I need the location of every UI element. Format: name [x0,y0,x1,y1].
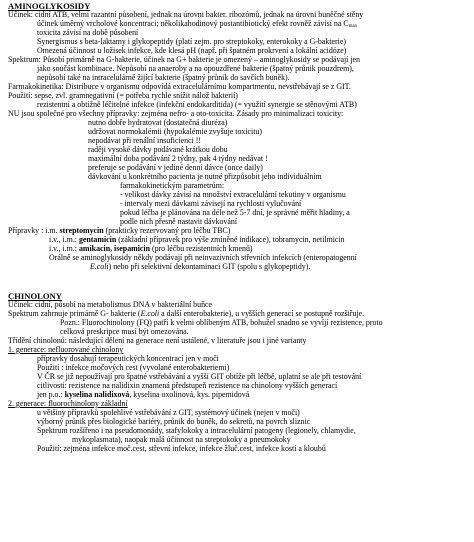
text-line: - intervaly mezi dávkami závisejí na rychlosti vylučování [120,199,302,208]
text-line: citlivosti: rezistence na nalidixin znamená předstupeň rezistence na chinolony vyšších generací [37,381,338,390]
generation-heading: 1. generace: nefluorované chinolony [8,345,124,354]
generation-heading: 2. generace: fluorochinolony základní [8,399,128,408]
text-line: Spektrum: Působí primárně na G-bakterie, účinek na G+ bakterie je omezený – aminoglykosidy se podávají jen [8,55,360,64]
text-line: Omezená účinnost u ložisek infekce, kde klesá pH (např. při špatném prokrvení a lokální acidóze) [37,46,347,55]
text-line: jako součást kombinace. Nepůsobí na anaeroby a na opouzdřené bakterie (špatný průnik pouzdrem), [37,64,354,73]
text-line: Přípravky : i.m. streptomycin (prakticky rezervovaný pro léčbu TBC) [8,226,231,235]
text-line: V ČR se již nepoužívají pro špatné vstřebávání a vyšší GIT obtíže při léčbě, uplatní se ale při testování [37,372,362,381]
text-line: toxicita závisí na době působení [37,28,139,37]
text-line: Použití: sepse, zvl. gramnegativní (= potřeba rychle snížit nálož bakterií) [8,91,238,100]
text-line: Použití: zejména infekce moč.cest, střevní infekce, infekce žluč.cest, infekce kostí a kloubů [37,444,326,453]
text-line: Účinek: cidní ATB, velmi razantní působení, jednak na úrovni bakter. ribozómů, jednak na úrovni buněčné stěny [8,10,364,19]
section-title-chinolony: CHINOLONY [8,291,62,301]
text-line: výborný průnik přes biologické bariéry, průnik do buněk, do sekretů, na povrch sliznic [37,417,311,426]
text-line: mykoplasmata), naopak malá účinnost na streptokoky a pneumokoky [72,435,291,444]
text-line: Spektrum zahrnuje primárně G- bakterie (E.coli a další enterobakterie), u vyšších generací se postupně rozšiřuje. [8,309,365,318]
text-line: Farmakokinetika: Distribuce v organismu odpovídá extracelulárnímu kompartmentu, nevstřebávají se z GIT. [8,82,351,91]
text-line: pokud léčba je plánována na déle než 5-7 dní, je správné měřit hladiny, a [120,208,350,217]
text-line: raději vysoké dávky podávané krátkou dobu [88,145,228,154]
text-line: účinek úměrný vrcholové koncentraci; několikahodinový postantibiotický efekt rovněž závisí na $C_{max}$ [37,19,358,29]
text-line: i.v., i.m.: amikacin, isepamicin (pro léčbu rezistentních kmenů) [49,244,253,253]
text-line: maximální doba podávání 2 týdny, pak 4 týdny nedávat ! [88,154,268,163]
text-line: celková preskripce musí být omezována. [60,327,189,336]
text-line: i.v., i.m.: gentamicin (základní přípravek pro výše zmíněné indikace), tobramycin, netilmicin [49,235,345,244]
text-line: Spektrum rozšířeno i na pseudomonády, stafylokoky a intracelulární patogeny (legionely, chlamydie, [37,426,356,435]
text-line: Třídění chinolonů: následující dělení na generace není ustálené, v literatuře jsou i jiné varianty [8,336,307,345]
text-line: Pozn.: Fluorochinolony (FQ) patří k velmi oblíbeným ATB, bohužel snadno se vyvíjí rezistence, proto [60,318,383,327]
text-line: rezistentní a obtížně léčitelné infekce (infekční endokarditida) (= využití synergie se stěnovými ATB) [37,100,357,109]
text-line: nutno dobře hydratovat (dostatečná diuréza) [88,118,228,127]
text-line: E.coli) nebo při selektivní dekontaminaci GIT (spolu s glykopeptidy). [90,262,311,271]
text-line: NU jsou společné pro všechny přípravky: zejména nefro- a oto-toxicita. Zásady pro minimalizaci toxicity: [8,109,344,118]
section-title-aminoglykosidy: AMINOGLYKOSIDY [8,1,91,11]
text-line: farmakokinetickým parametrům: [120,181,225,190]
text-line: Orálně se aminoglykosidy někdy podávají při neinvazivních střevních infekcích (enteropatogenní [49,253,357,262]
text-line: nepůsobí také na intracelulárně žijící bakterie (špatný průnik do savčích buněk). [37,73,290,82]
text-line: nepodávat při renální insuficienci !! [88,136,202,145]
text-line: Použití : infekce močových cest (vyvolané enterobakteriemi) [37,363,230,372]
text-line: podle nich přesně nastavit dávkování [120,217,238,226]
text-line: preferuje se podávání v jediné denní dávce (once daily) [88,163,263,172]
text-line: přípravky dosahují terapeutických koncentrací jen v moči [37,354,219,363]
text-line: Účinek: cidní, působí na metabolismus DNA v bakteriální buňce [8,300,213,309]
text-line: dávkování u konkrétního pacienta je nutné přizpůsobit jeho individuálním [88,172,322,181]
text-line: u většiny přípravků spolehlivé vstřebávání z GIT, systémový účinek (nejen v moči) [37,408,300,417]
text-line: Synergismus s beta-laktamy i glykopeptidy (platí zejm. pro streptokoky, enterokoky a G-bakterie) [37,37,346,46]
text-line: - velikost dávky závisí na množství extracelulární tekutiny v organismu [120,190,346,199]
text-line: jen p.o.: kyselina nalidixová, kyselina oxolinová, kys. pipemidová [37,390,250,399]
text-line: udržovat normokalémii (hypokalémie zvyšuje toxicitu) [88,127,262,136]
